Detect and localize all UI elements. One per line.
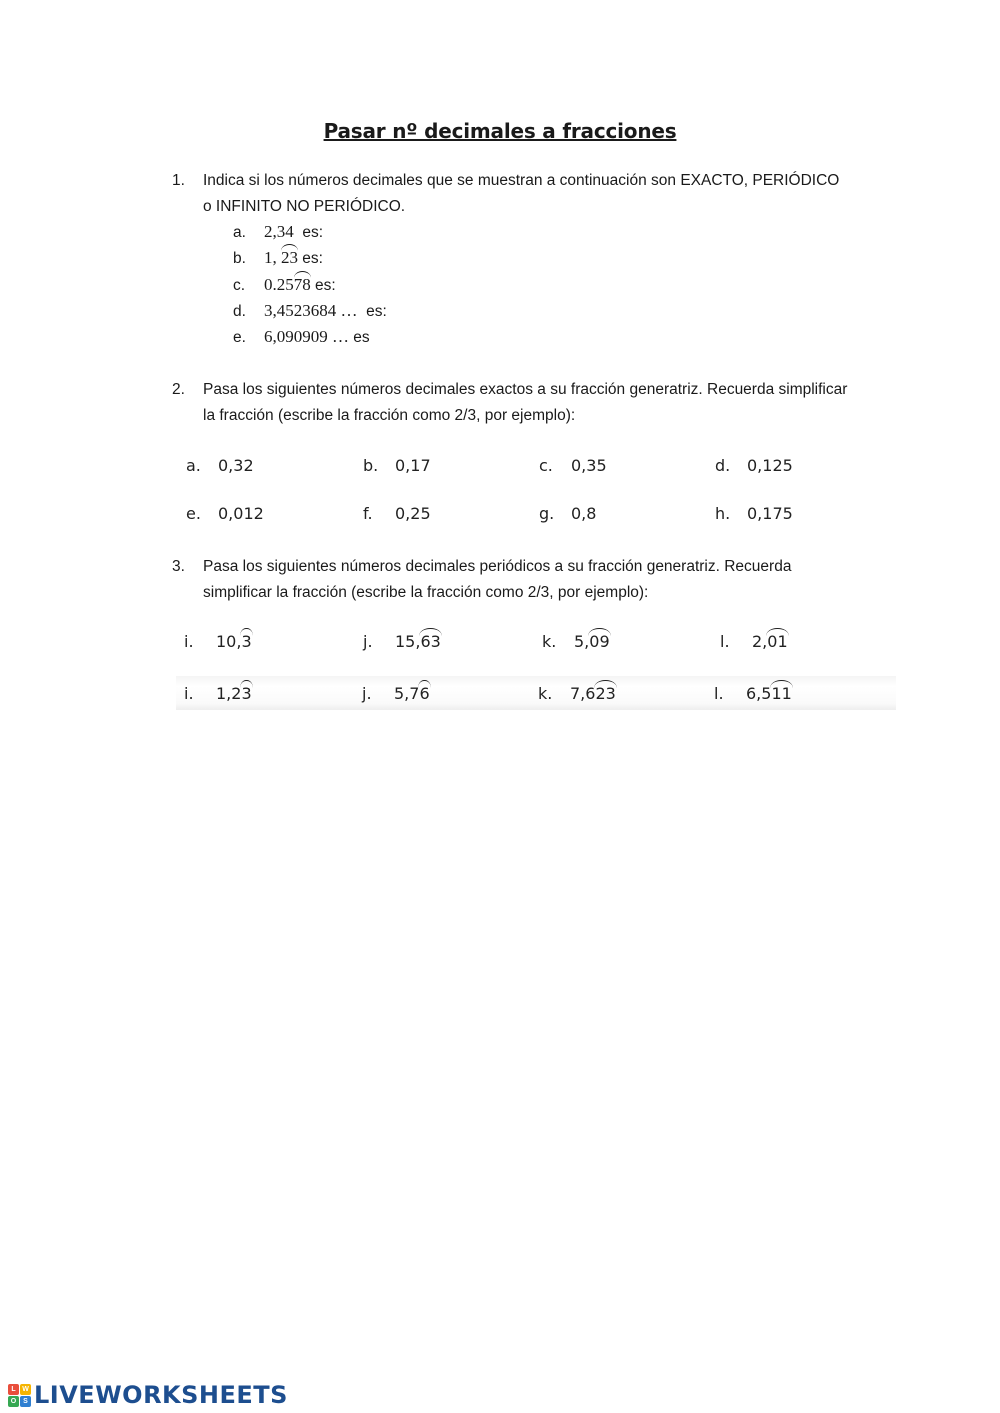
item-letter: k. (538, 684, 553, 703)
q3-item-l2 (714, 684, 792, 703)
decimal-number: 0,125 (747, 456, 793, 475)
decimal-number: 0,8 (571, 504, 597, 523)
decimal-number: 6,5 (746, 684, 772, 703)
item-suffix: es: (298, 250, 323, 267)
item-suffix: es (349, 329, 370, 346)
q3-item-k2 (538, 684, 616, 703)
repeating-digits: 78 (294, 272, 311, 298)
q3-item-j (363, 632, 441, 651)
question-text: Indica si los números decimales que se muestran a continuación son EXACTO, PERIÓDICO o INFINITO NO PERIÓDICO. (203, 172, 840, 215)
repeating-digits: 23 (281, 245, 298, 271)
q2-item-g (539, 504, 596, 523)
item-letter: j. (363, 632, 373, 651)
item-letter: a. (233, 224, 246, 241)
decimal-number: 0,012 (218, 504, 264, 523)
question-2 (172, 377, 852, 429)
logo-tile: W (20, 1384, 31, 1395)
repeating-digits: 01 (767, 632, 788, 651)
question-number: 2. (172, 381, 185, 398)
decimal-number: 0,25 (395, 504, 431, 523)
question-number: 1. (172, 172, 185, 189)
q3-item-i2 (184, 684, 252, 703)
item-letter: d. (715, 456, 731, 475)
decimal-number: 7,6 (570, 684, 596, 703)
q3-item-j2 (362, 684, 430, 703)
item-suffix: es: (310, 277, 336, 294)
decimal-number: 1, (264, 248, 277, 267)
item-letter: l. (714, 684, 724, 703)
item-letter: a. (186, 456, 201, 475)
q2-item-b (363, 456, 431, 475)
item-letter: d. (233, 303, 246, 320)
item-letter: c. (233, 277, 246, 294)
liveworksheets-logo-icon (8, 1384, 31, 1407)
q1-item-e (233, 324, 370, 351)
question-3 (172, 554, 852, 606)
decimal-number: 0,32 (218, 456, 254, 475)
decimal-number: 5, (574, 632, 590, 651)
brand-name: LIVEWORKSHEETS (34, 1381, 288, 1409)
repeating-digits: 11 (771, 684, 792, 703)
worksheet-title: Pasar nº decimales a fracciones (323, 119, 677, 143)
item-letter: i. (184, 684, 194, 703)
decimal-number: 2, (752, 632, 768, 651)
decimal-number: 0,175 (747, 504, 793, 523)
q2-item-d (715, 456, 793, 475)
q2-item-f (363, 504, 431, 523)
item-suffix: es: (357, 303, 387, 320)
q2-item-e (186, 504, 264, 523)
decimal-number: 6,090909 … (264, 327, 349, 346)
item-letter: j. (362, 684, 372, 703)
logo-tile: O (8, 1396, 19, 1407)
decimal-number: 1,2 (216, 684, 242, 703)
repeating-digits: 6 (419, 684, 430, 703)
q2-item-c (539, 456, 607, 475)
question-number: 3. (172, 558, 185, 575)
repeating-digits: 3 (241, 684, 252, 703)
repeating-digits: 63 (420, 632, 441, 651)
q3-item-l (720, 632, 788, 651)
footer-brand[interactable] (8, 1380, 288, 1410)
q2-item-a (186, 456, 254, 475)
item-letter: g. (539, 504, 555, 523)
decimal-number: 15, (395, 632, 421, 651)
repeating-digits: 3 (241, 632, 252, 651)
repeating-digits: 23 (595, 684, 616, 703)
question-text: Pasa los siguientes números decimales exactos a su fracción generatriz. Recuerda simplificar la fracción (escribe la fracción como 2/3, por ejemplo): (203, 381, 848, 424)
q1-item-c (233, 272, 336, 299)
q3-item-i (184, 632, 252, 651)
logo-tile: S (20, 1396, 31, 1407)
repeating-digits: 09 (589, 632, 610, 651)
item-letter: b. (233, 250, 246, 267)
item-suffix: es: (293, 224, 324, 241)
q2-item-h (715, 504, 793, 523)
q1-item-b (233, 245, 323, 272)
decimal-number: 0.25 (264, 275, 294, 294)
q1-item-d (233, 298, 387, 325)
decimal-number: 2,34 (264, 222, 294, 241)
item-letter: e. (233, 329, 246, 346)
q3-item-k (542, 632, 610, 651)
item-letter: l. (720, 632, 730, 651)
item-letter: b. (363, 456, 379, 475)
question-text: Pasa los siguientes números decimales periódicos a su fracción generatriz. Recuerda simplificar la fracción (escribe la fracción como 2/3, por ejemplo): (203, 558, 792, 601)
decimal-number: 3,4523684 … (264, 301, 358, 320)
decimal-number: 10, (216, 632, 242, 651)
item-letter: k. (542, 632, 557, 651)
item-letter: e. (186, 504, 201, 523)
q1-item-a (233, 219, 323, 246)
item-letter: c. (539, 456, 553, 475)
item-letter: i. (184, 632, 194, 651)
decimal-number: 0,35 (571, 456, 607, 475)
item-letter: h. (715, 504, 731, 523)
item-letter: f. (363, 504, 373, 523)
logo-tile: L (8, 1384, 19, 1395)
question-1 (172, 168, 852, 220)
decimal-number: 5,7 (394, 684, 420, 703)
decimal-number: 0,17 (395, 456, 431, 475)
